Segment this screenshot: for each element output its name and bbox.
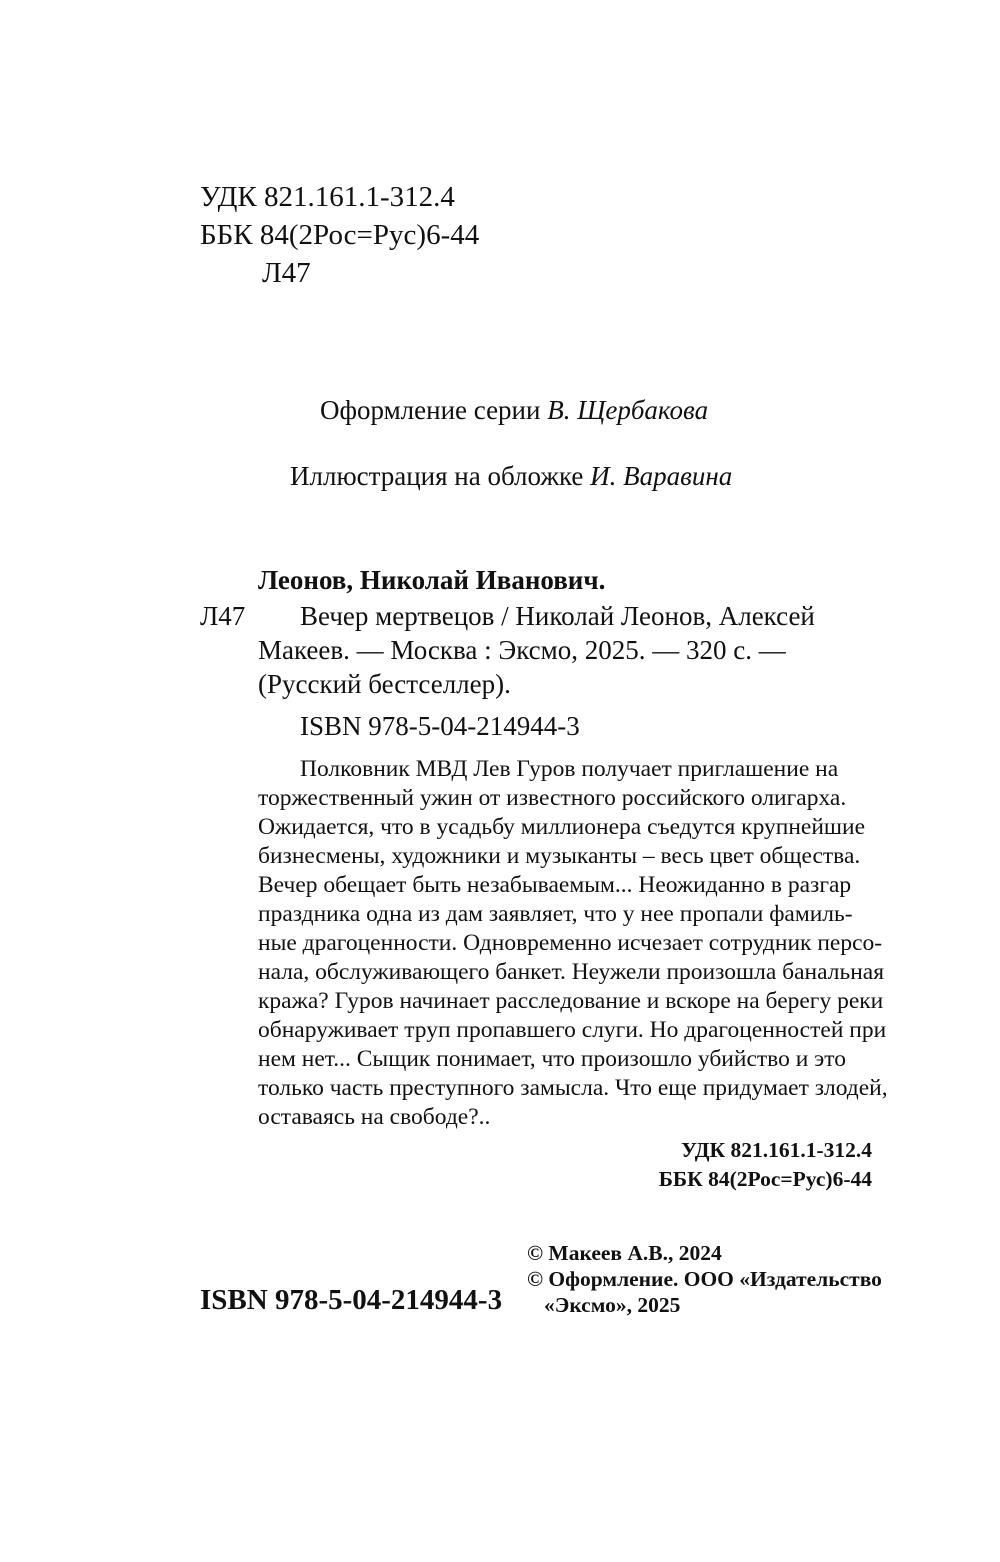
- copyright-design-line-2: «Эксмо», 2025: [544, 1293, 681, 1317]
- entry-isbn: ISBN 978-5-04-214944-3: [300, 711, 580, 741]
- author-heading: Леонов, Николай Иванович.: [258, 565, 606, 595]
- annotation-line: торжественный ужин от известного российского олигарха.: [258, 785, 847, 811]
- classification-bbk: ББК 84(2Рос=Рус)6-44: [658, 1167, 872, 1191]
- entry-line-3: (Русский бестселлер).: [258, 669, 511, 699]
- cover-illustration-label: Иллюстрация на обложке: [290, 461, 584, 491]
- annotation-line: Полковник МВД Лев Гуров получает приглашение на: [300, 756, 839, 782]
- annotation-line: только часть преступного замысла. Что еще придумает злодей,: [258, 1075, 888, 1101]
- entry-author-sign: Л47: [200, 601, 246, 631]
- annotation-line: обнаруживает труп пропавшего слуги. Но драгоценностей при: [258, 1017, 887, 1043]
- annotation-line: Вечер обещает быть незабываемым... Неожиданно в разгар: [258, 872, 852, 898]
- classification-udk: УДК 821.161.1-312.4: [681, 1138, 872, 1162]
- header-udk: УДК 821.161.1-312.4: [200, 181, 455, 213]
- entry-line-1: Вечер мертвецов / Николай Леонов, Алексей: [300, 601, 815, 631]
- series-designer-name: В. Щербакова: [547, 395, 709, 425]
- cover-illustrator-name: И. Варавина: [590, 461, 733, 491]
- annotation-line: Ожидается, что в усадьбу миллионера съедутся крупнейшие: [258, 814, 866, 840]
- annotation-line: нем нет... Сыщик понимает, что произошло убийство и это: [258, 1046, 846, 1072]
- annotation-line: праздника одна из дам заявляет, что у нее пропали фамиль-: [258, 901, 853, 927]
- header-author-sign: Л47: [262, 257, 311, 289]
- annotation-line: оставаясь на свободе?..: [258, 1104, 491, 1130]
- entry-line-2: Макеев. — Москва : Эксмо, 2025. — 320 с. —: [258, 635, 786, 665]
- cover-illustration-credit: [290, 463, 732, 490]
- annotation-line: кража? Гуров начинает расследование и вскоре на берегу реки: [258, 988, 884, 1014]
- footer-isbn: ISBN 978-5-04-214944-3: [200, 1284, 503, 1316]
- annotation-line: ные драгоценности. Одновременно исчезает сотрудник персо-: [258, 930, 883, 956]
- copyright-author: © Макеев А.В., 2024: [527, 1241, 722, 1265]
- annotation-line: бизнесмены, художники и музыканты – весь цвет общества.: [258, 843, 861, 869]
- series-design-label: Оформление серии: [320, 395, 541, 425]
- header-bbk: ББК 84(2Рос=Рус)6-44: [200, 219, 480, 251]
- copyright-design-line-1: © Оформление. ООО «Издательство: [527, 1267, 882, 1291]
- annotation-line: нала, обслуживающего банкет. Неужели произошла банальная: [258, 959, 885, 985]
- series-design-credit: [320, 397, 708, 424]
